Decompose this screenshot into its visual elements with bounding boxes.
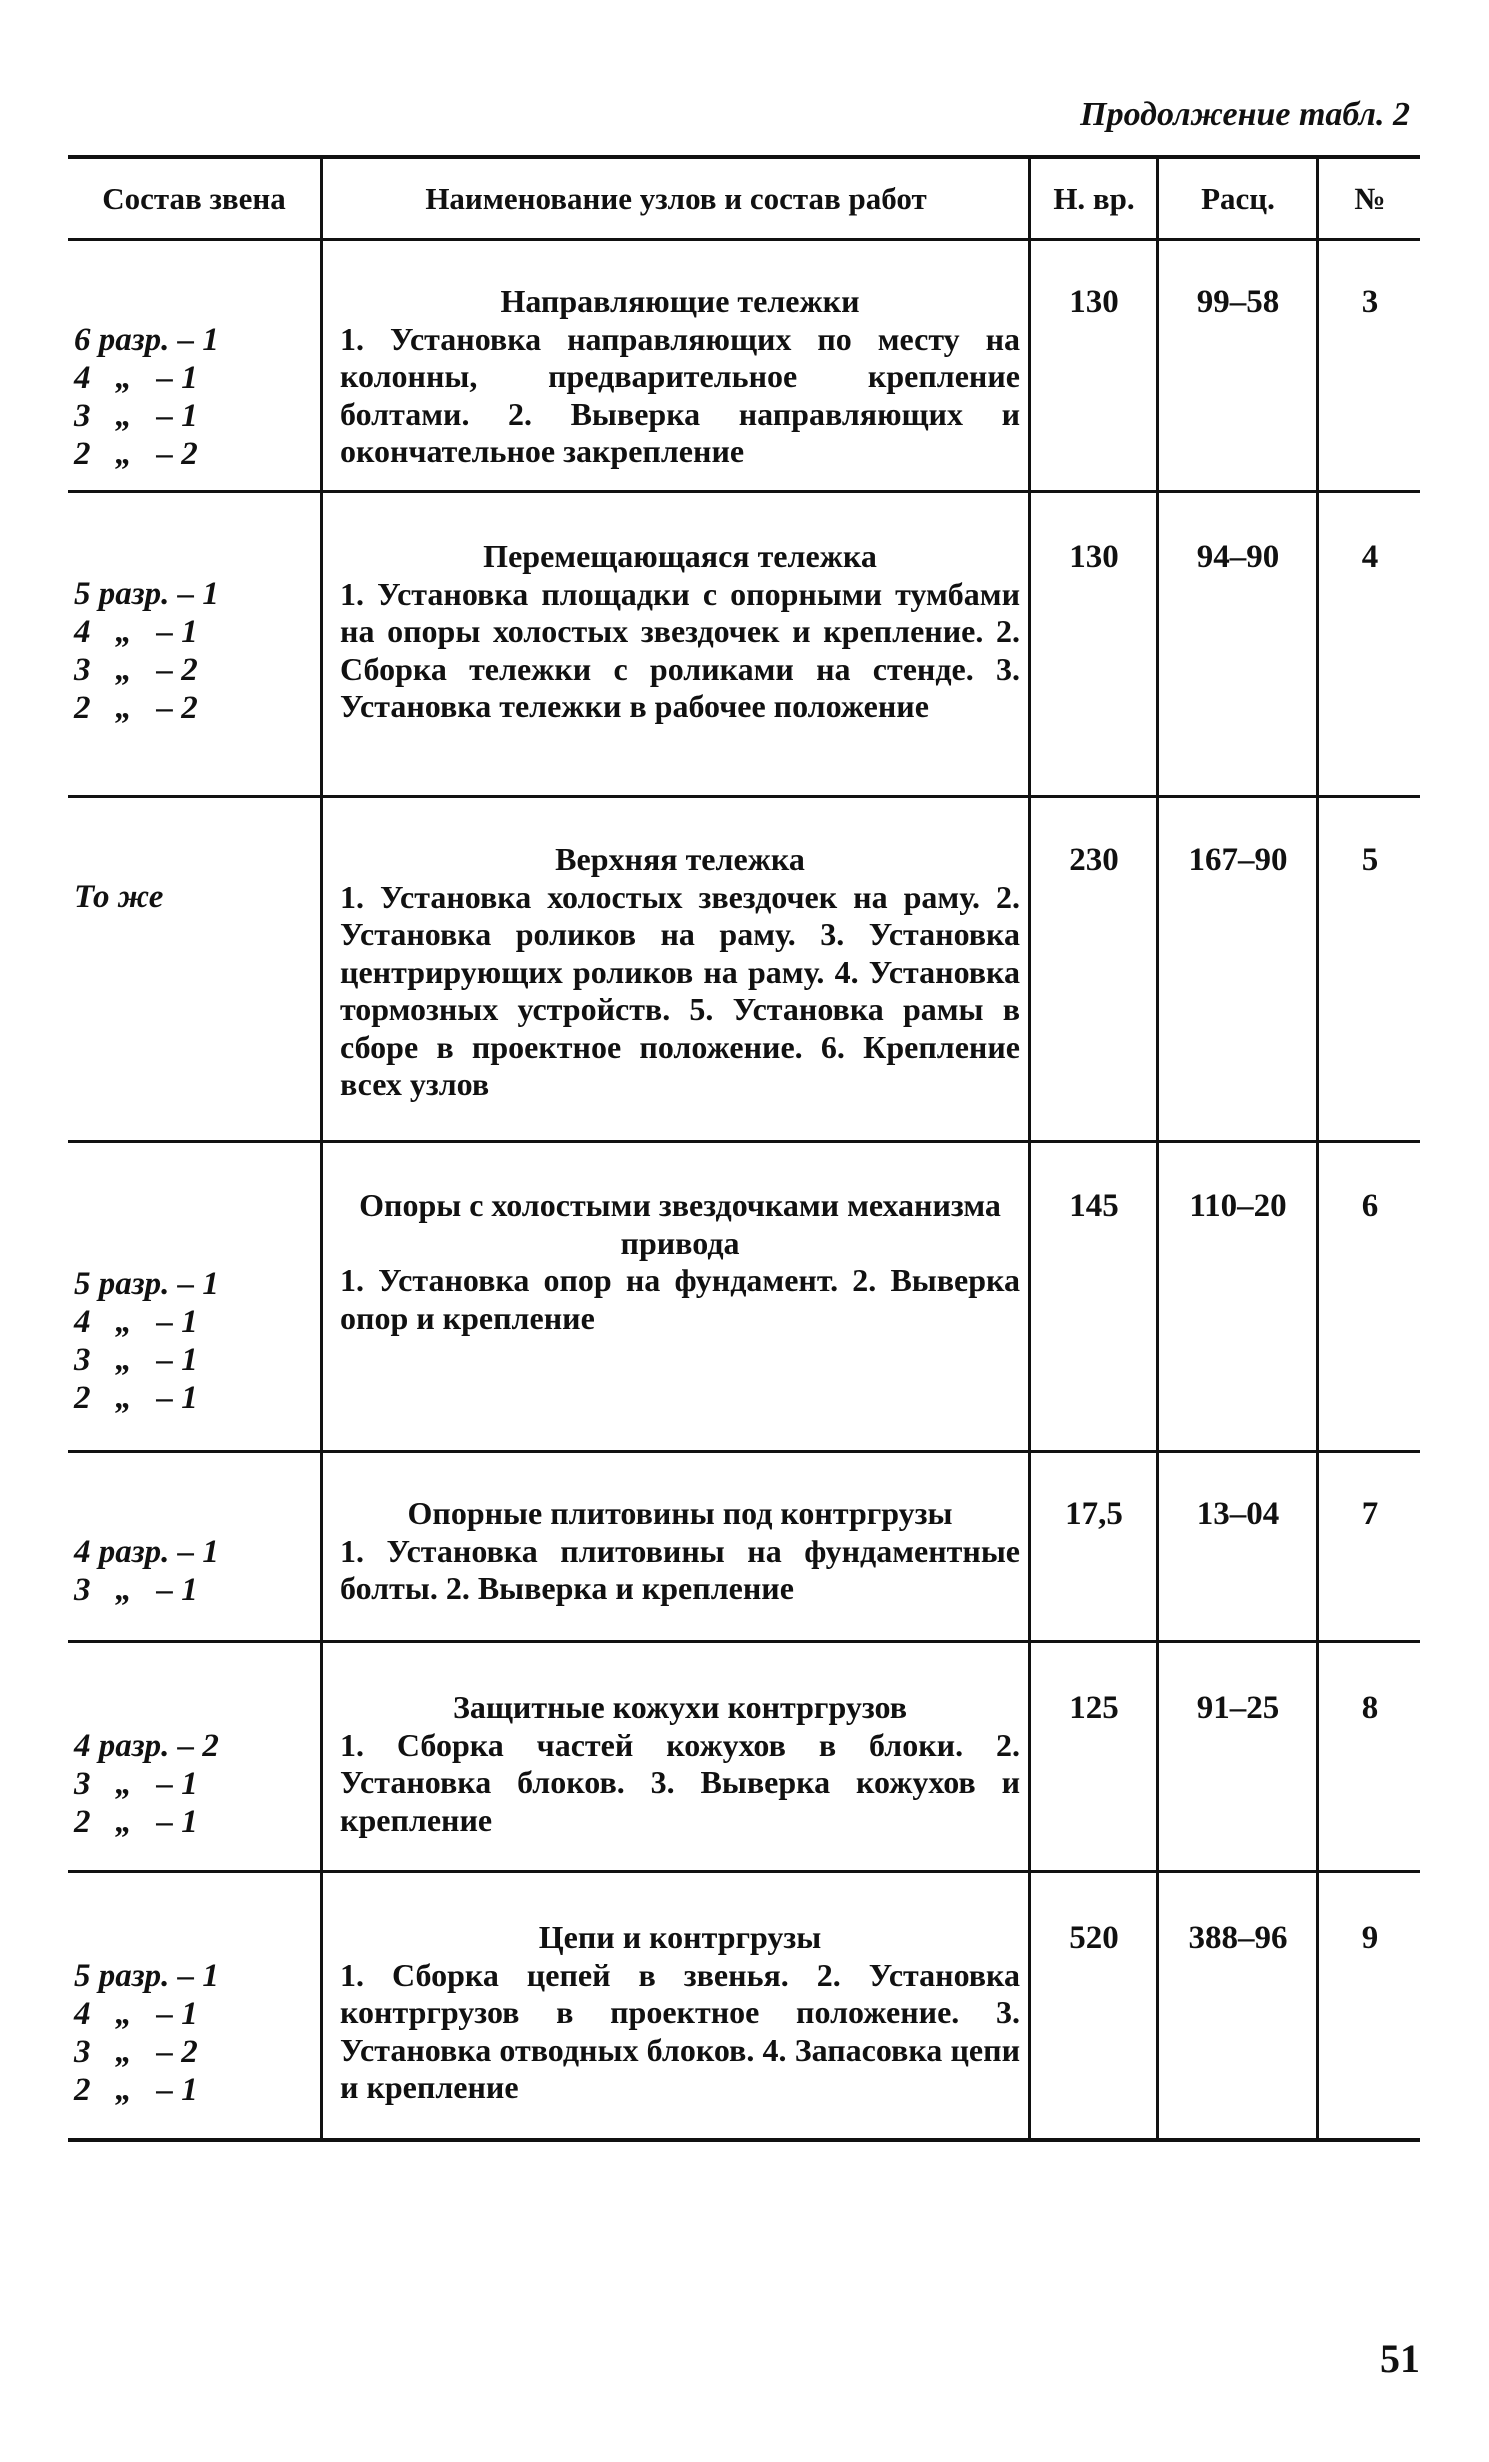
- table-continuation-caption: Продолжение табл. 2: [1080, 96, 1410, 133]
- crew-cell: [74, 1533, 219, 1609]
- unit-title: Направляющие тележки: [500, 283, 860, 319]
- work-description-cell: [340, 1689, 1020, 1839]
- work-description: 1. Установка направляющих по месту на колонны, предварительное крепление болтами. 2. Выверка направляющих и окончательное закрепление: [340, 320, 1020, 469]
- crew-line: 3 „ – 1: [74, 1572, 198, 1608]
- unit-title: Опоры с холостыми звездочками механизма привода: [359, 1187, 1001, 1261]
- rate-cell: 388–96: [1188, 1920, 1288, 1956]
- unit-title: Опорные плитовины под контргрузы: [407, 1495, 953, 1531]
- row-separator: [68, 795, 1420, 798]
- norm-time-cell: 130: [1069, 539, 1119, 575]
- work-description: 1. Установка плитовины на фундаментные болты. 2. Выверка и крепление: [340, 1532, 1020, 1606]
- header-rate: Расц.: [1201, 181, 1275, 216]
- row-separator: [68, 490, 1420, 493]
- header-bottom-rule: [68, 238, 1420, 241]
- unit-title: Цепи и контргрузы: [538, 1919, 822, 1955]
- table-bottom-rule: [68, 2138, 1420, 2142]
- row-number-cell: 9: [1361, 1920, 1379, 1956]
- crew-line: 4 „ – 1: [74, 1996, 198, 2032]
- work-description-cell: [340, 1187, 1020, 1337]
- crew-line: 4 „ – 1: [74, 1304, 198, 1340]
- row-number-cell: 5: [1361, 842, 1379, 878]
- crew-cell: [74, 1265, 219, 1417]
- rate-cell: 167–90: [1188, 842, 1288, 878]
- row-number-cell: 3: [1361, 284, 1379, 320]
- unit-title: Верхняя тележка: [555, 841, 805, 877]
- crew-line: 3 „ – 2: [74, 652, 198, 688]
- crew-cell: [74, 878, 163, 916]
- crew-line: 2 „ – 1: [74, 1804, 198, 1840]
- norm-time-cell: 520: [1069, 1920, 1119, 1956]
- column-divider-1: [320, 157, 323, 2142]
- rate-cell: 94–90: [1196, 539, 1280, 575]
- work-description-cell: [340, 1919, 1020, 2107]
- unit-title: Защитные кожухи контргрузов: [453, 1689, 907, 1725]
- work-description-cell: [340, 538, 1020, 726]
- work-description-cell: [340, 841, 1020, 1104]
- unit-title: Перемещающаяся тележка: [483, 538, 877, 574]
- work-description: 1. Сборка частей кожухов в блоки. 2. Установка блоков. 3. Выверка кожухов и крепление: [340, 1726, 1020, 1838]
- row-number-cell: 4: [1361, 539, 1379, 575]
- work-description-cell: [340, 1495, 1020, 1608]
- rate-cell: 91–25: [1196, 1690, 1280, 1726]
- crew-line: 3 „ – 2: [74, 2034, 198, 2070]
- crew-line: 2 „ – 2: [74, 436, 198, 472]
- crew-line: 2 „ – 2: [74, 690, 198, 726]
- header-crew: Состав звена: [102, 181, 286, 216]
- crew-cell: [74, 321, 219, 473]
- norm-time-cell: 230: [1069, 842, 1119, 878]
- work-description: 1. Установка опор на фундамент. 2. Выверка опор и крепление: [340, 1262, 1020, 1336]
- row-separator: [68, 1870, 1420, 1873]
- crew-line: 5 разр. – 1: [74, 1958, 219, 1994]
- header-number: №: [1354, 181, 1386, 216]
- page-number: 51: [1380, 2336, 1420, 2381]
- norm-time-cell: 125: [1069, 1690, 1119, 1726]
- crew-line: 4 „ – 1: [74, 360, 198, 396]
- crew-cell: [74, 1727, 219, 1841]
- column-divider-3: [1156, 157, 1159, 2142]
- norm-time-cell: 17,5: [1065, 1496, 1123, 1532]
- column-divider-4: [1316, 157, 1319, 2142]
- crew-cell: [74, 575, 219, 727]
- work-description-cell: [340, 283, 1020, 471]
- header-norm: Н. вр.: [1053, 181, 1135, 216]
- crew-line: 5 разр. – 1: [74, 576, 219, 612]
- crew-line: 5 разр. – 1: [74, 1266, 219, 1302]
- crew-line: 6 разр. – 1: [74, 322, 219, 358]
- header-name: Наименование узлов и состав работ: [425, 181, 927, 216]
- rate-cell: 99–58: [1196, 284, 1280, 320]
- crew-line: 3 „ – 1: [74, 1342, 198, 1378]
- norm-time-cell: 145: [1069, 1188, 1119, 1224]
- crew-line: 3 „ – 1: [74, 398, 198, 434]
- work-description: 1. Установка площадки с опорными тумбами на опоры холостых звездочек и крепление. 2. Сборка тележки с роликами на стенде. 3. Установка тележки в рабочее положение: [340, 575, 1020, 724]
- work-description: 1. Установка холостых звездочек на раму. 2. Установка роликов на раму. 3. Установка центрирующих роликов на раму. 4. Установка тормозных устройств. 5. Установка рамы в сборе в проектное положение. 6. Крепление всех узлов: [340, 878, 1020, 1102]
- row-separator: [68, 1640, 1420, 1643]
- row-number-cell: 8: [1361, 1690, 1379, 1726]
- rate-cell: 110–20: [1189, 1188, 1287, 1224]
- norm-time-cell: 130: [1069, 284, 1119, 320]
- crew-line: 2 „ – 1: [74, 1380, 198, 1416]
- crew-line: То же: [74, 879, 164, 915]
- crew-cell: [74, 1957, 219, 2109]
- table-top-rule: [68, 155, 1420, 159]
- crew-line: 4 разр. – 2: [74, 1728, 219, 1764]
- row-separator: [68, 1140, 1420, 1143]
- row-number-cell: 6: [1361, 1188, 1379, 1224]
- rate-cell: 13–04: [1196, 1496, 1280, 1532]
- column-divider-2: [1028, 157, 1031, 2142]
- row-separator: [68, 1450, 1420, 1453]
- crew-line: 4 разр. – 1: [74, 1534, 219, 1570]
- crew-line: 2 „ – 1: [74, 2072, 198, 2108]
- crew-line: 4 „ – 1: [74, 614, 198, 650]
- crew-line: 3 „ – 1: [74, 1766, 198, 1802]
- work-description: 1. Сборка цепей в звенья. 2. Установка контргрузов в проектное положение. 3. Установка отводных блоков. 4. Запасовка цепи и крепление: [340, 1956, 1020, 2105]
- row-number-cell: 7: [1361, 1496, 1379, 1532]
